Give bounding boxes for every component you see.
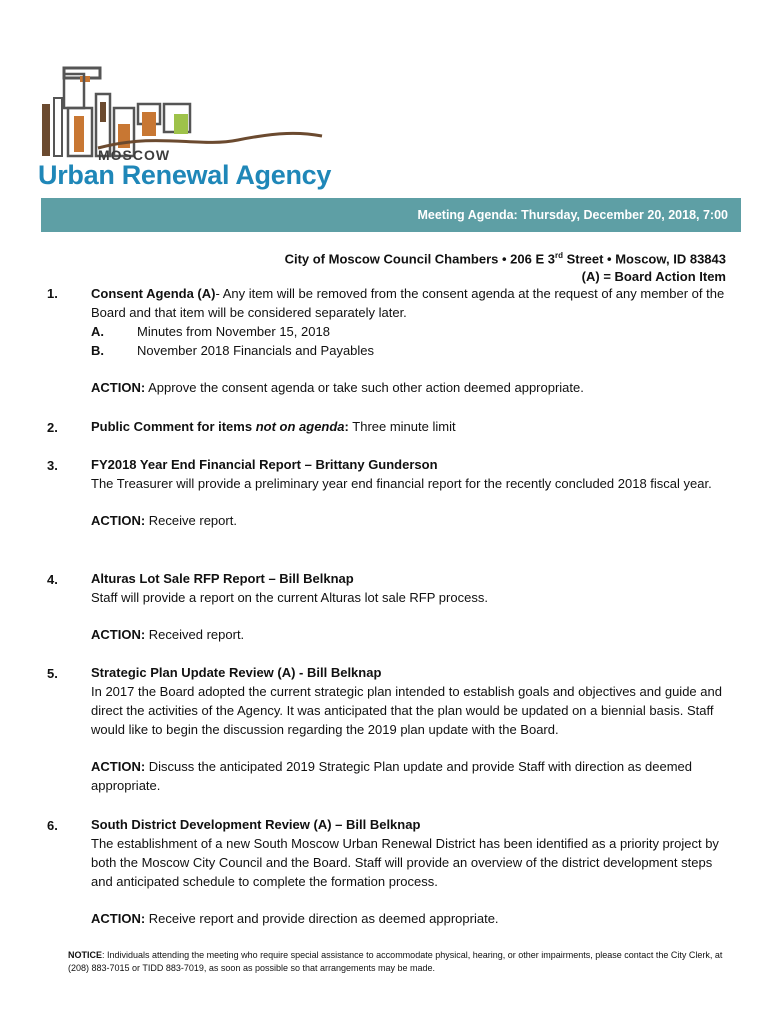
skyline-logo-icon (38, 64, 328, 160)
item-title-post: : (344, 419, 349, 434)
item-number: 3. (47, 458, 58, 473)
agenda-item-alturas-lot (91, 569, 731, 644)
item-action (91, 378, 731, 397)
action-text: Receive report. (145, 513, 237, 528)
sub-item (91, 322, 731, 341)
action-text: Received report. (145, 627, 245, 642)
action-text: Approve the consent agenda or take such other action deemed appropriate. (145, 380, 584, 395)
action-text: Discuss the anticipated 2019 Strategic Plan update and provide Staff with direction as deemed appropriate. (91, 759, 692, 793)
agency-logo (38, 64, 332, 196)
sub-item-letter: A. (91, 324, 104, 339)
item-description: In 2017 the Board adopted the current strategic plan intended to establish goals and objectives and guide and direct the activities of the Agency. It was anticipated that the plan would be updated on a biennial basis. Staff would like to begin the discussion regarding the 2019 plan update with the Board. (91, 684, 722, 737)
notice-label: NOTICE (68, 950, 103, 960)
action-label: ACTION: (91, 911, 146, 926)
action-label: ACTION: (91, 759, 146, 774)
item-action (91, 625, 731, 644)
item-title-pre: Public Comment for items (91, 419, 256, 434)
venue-address (285, 247, 726, 268)
item-number: 2. (47, 420, 58, 435)
item-description: Staff will provide a report on the current Alturas lot sale RFP process. (91, 590, 488, 605)
action-text: Receive report and provide direction as deemed appropriate. (145, 911, 499, 926)
meeting-banner: Meeting Agenda: Thursday, December 20, 2018, 7:00 (41, 198, 741, 232)
item-title: FY2018 Year End Financial Report – Brittany Gunderson (91, 457, 438, 472)
action-label: ACTION: (91, 513, 146, 528)
item-title (91, 419, 349, 434)
logo-moscow-text: MOSCOW (98, 147, 171, 163)
item-title: Strategic Plan Update Review (A) - Bill Belknap (91, 665, 382, 680)
item-number: 4. (47, 572, 58, 587)
action-label: ACTION: (91, 627, 146, 642)
item-action (91, 757, 731, 795)
logo-agency-name: Urban Renewal Agency (38, 160, 332, 190)
item-title: South District Development Review (A) – Bill Belknap (91, 817, 421, 832)
item-title: Alturas Lot Sale RFP Report – Bill Belknap (91, 571, 354, 586)
item-description: Three minute limit (348, 419, 456, 434)
venue-block (285, 247, 726, 286)
item-title: Consent Agenda (A) (91, 286, 216, 301)
accessibility-notice (68, 949, 733, 975)
action-label: ACTION: (91, 380, 146, 395)
item-title-emphasis: not on agenda (255, 419, 345, 434)
item-number: 6. (47, 818, 58, 833)
notice-text: : Individuals attending the meeting who require special assistance to accommodate physical, hearing, or other impairments, please contact the City Clerk, at (208) 883-7015 or TIDD 883-7019, as soon as possible so that arrangements may be made. (68, 950, 723, 973)
agenda-item-financial-report (91, 455, 731, 530)
agenda-item-consent (91, 284, 731, 397)
sub-item-text: November 2018 Financials and Payables (137, 343, 375, 358)
sub-item (91, 341, 731, 360)
item-number: 5. (47, 666, 58, 681)
item-description: The establishment of a new South Moscow Urban Renewal District has been identified as a priority project by both the Moscow City Council and the Board. Staff will provide an overview of the district development steps and anticipated schedule to complete the formation process. (91, 836, 719, 889)
action-item-legend: (A) = Board Action Item (581, 269, 726, 285)
item-description: - Any item will be removed from the consent agenda at the request of any member of the Board and that item will be considered separately later. (91, 286, 725, 320)
venue-address-pre: City of Moscow Council Chambers • 206 E 3 (284, 251, 555, 267)
agenda-item-public-comment (91, 417, 731, 436)
item-action (91, 909, 731, 928)
agenda-item-strategic-plan (91, 663, 731, 795)
item-number: 1. (47, 286, 58, 301)
sub-item-text: Minutes from November 15, 2018 (137, 324, 330, 339)
venue-address-post: Street • Moscow, ID 83843 (562, 251, 726, 267)
venue-address-sup: rd (554, 251, 563, 260)
item-description: The Treasurer will provide a preliminary year end financial report for the recently concluded 2018 fiscal year. (91, 476, 712, 491)
agenda-item-south-district (91, 815, 731, 928)
sub-item-letter: B. (91, 343, 104, 358)
item-action (91, 511, 731, 530)
